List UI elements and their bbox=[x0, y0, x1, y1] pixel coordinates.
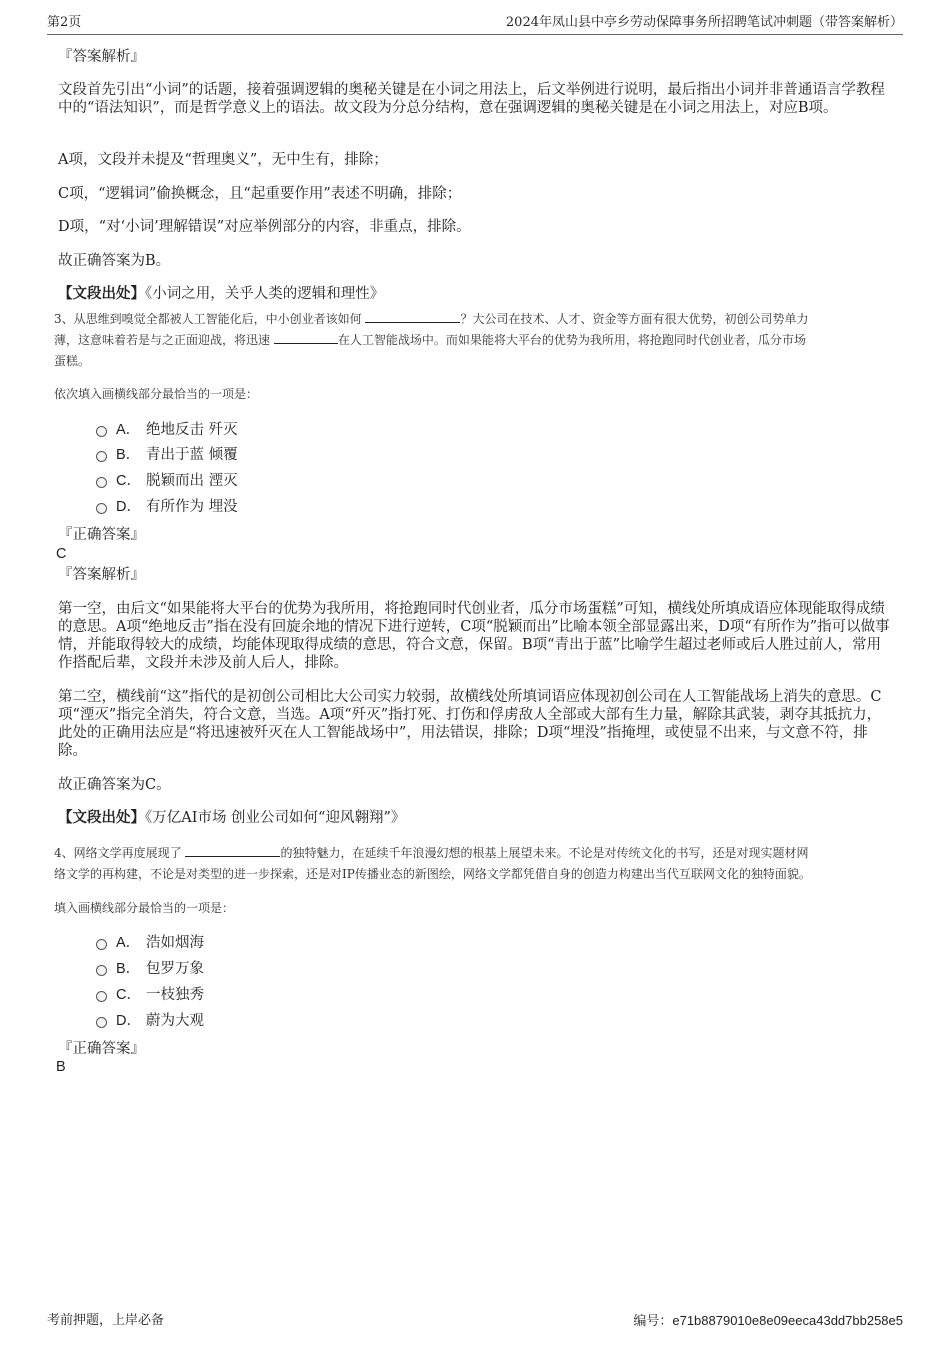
radio-icon[interactable] bbox=[96, 965, 107, 976]
option-c[interactable]: C． 一枝独秀 bbox=[96, 986, 204, 1004]
page-header bbox=[47, 14, 903, 35]
radio-icon[interactable] bbox=[96, 451, 107, 462]
document-title: 2024年凤山县中亭乡劳动保障事务所招聘笔试冲刺题（带答案解析） bbox=[505, 15, 903, 30]
radio-icon[interactable] bbox=[96, 1017, 107, 1028]
source-label: 【文段出处】 bbox=[58, 809, 145, 826]
analysis-paragraph: C项，“逻辑词”偷换概念，且“起重要作用”表述不明确，排除； bbox=[58, 186, 462, 202]
option-a[interactable]: A． 浩如烟海 bbox=[96, 934, 204, 952]
option-d[interactable]: D． 蔚为大观 bbox=[96, 1012, 204, 1030]
option-d[interactable]: D． 有所作为 埋没 bbox=[96, 498, 238, 516]
radio-icon[interactable] bbox=[96, 991, 107, 1002]
conclusion: 故正确答案为C。 bbox=[58, 777, 171, 793]
answer-heading: 『正确答案』 bbox=[58, 527, 145, 543]
footer-slogan: 考前押题，上岸必备 bbox=[47, 1313, 165, 1328]
analysis-heading: 『答案解析』 bbox=[58, 567, 145, 583]
radio-icon[interactable] bbox=[96, 426, 107, 437]
document-id: 编号：e71b8879010e8e09eeca43dd7bb258e5 bbox=[633, 1313, 903, 1328]
fill-blank bbox=[274, 331, 338, 344]
fill-blank bbox=[185, 844, 280, 857]
radio-icon[interactable] bbox=[96, 503, 107, 514]
source-label: 【文段出处】 bbox=[58, 285, 145, 302]
analysis-heading: 『答案解析』 bbox=[58, 49, 145, 65]
radio-icon[interactable] bbox=[96, 939, 107, 950]
page-footer bbox=[47, 1312, 903, 1332]
source-line bbox=[58, 285, 894, 303]
option-a[interactable]: A． 绝地反击 歼灭 bbox=[96, 421, 238, 439]
radio-icon[interactable] bbox=[96, 477, 107, 488]
source-line bbox=[58, 809, 894, 827]
analysis-paragraph: D项，“对‘小词’理解错误”对应举例部分的内容，非重点，排除。 bbox=[58, 219, 471, 235]
correct-answer: C bbox=[56, 546, 67, 562]
source-text: 《万亿AI市场 创业公司如何“迎风翱翔”》 bbox=[145, 810, 406, 826]
page-number: 第2页 bbox=[47, 15, 82, 30]
fill-blank bbox=[365, 310, 460, 323]
option-c[interactable]: C． 脱颖而出 湮灭 bbox=[96, 472, 238, 490]
question-stem: 4、网络文学再度展现了 的独特魅力，在延续千年浪漫幻想的根基上展望未来。不论是对传统文化的书写，还是对现实题材网 络文学的再构建，不论是对类型的进一步探索，还是对IP传播业态的新图绘，网络文学都凭借自身的创造力构建出当代互联网文化的独特面貌。 bbox=[54, 846, 811, 881]
correct-answer: B bbox=[56, 1059, 66, 1075]
answer-heading: 『正确答案』 bbox=[58, 1041, 145, 1057]
source-text: 《小词之用，关乎人类的逻辑和理性》 bbox=[145, 286, 385, 302]
question-stem: 3、从思维到嗅觉全都被人工智能化后，中小创业者该如何 ？大公司在技术、人才、资金等方面有很大优势，初创公司势单力 薄，这意味着若是与之正面迎战，将迅速 在人工智能战场中。而如果能将大平台的优势为我所用，将抢跑同时代创业者，瓜分市场 蛋糕。 bbox=[54, 312, 809, 368]
option-b[interactable]: B． 包罗万象 bbox=[96, 960, 204, 978]
analysis-paragraph: A项，文段并未提及“哲理奥义”，无中生有，排除； bbox=[58, 152, 388, 168]
analysis-paragraph: 第二空，横线前“这”指代的是初创公司相比大公司实力较弱，故横线处所填词语应体现初创公司在人工智能战场上消失的意思。C项“湮灭”指完全消失，符合文意，当选。A项“歼灭”指打死、打伤和俘虏敌人全部或大部有生力量，解除其武装，剥夺其抵抗力，此处的正确用法应是“将迅速被歼灭在人工智能战场中”，用法错误，排除；D项“埋没”指掩埋，或使显不出来，与文意不符，排除。 bbox=[58, 689, 882, 759]
question-instruction: 填入画横线部分最恰当的一项是： bbox=[54, 901, 235, 915]
conclusion: 故正确答案为B。 bbox=[58, 253, 171, 269]
analysis-paragraph: 文段首先引出“小词”的话题，接着强调逻辑的奥秘关键是在小词之用法上，后文举例进行说明，最后指出小词并非普通语言学教程中的“语法知识”，而是哲学意义上的语法。故文段为分总分结构，意在强调逻辑的奥秘关键是在小词之用法上，对应B项。 bbox=[58, 82, 885, 116]
question-instruction: 依次填入画横线部分最恰当的一项是： bbox=[54, 387, 259, 401]
option-b[interactable]: B． 青出于蓝 倾覆 bbox=[96, 446, 238, 464]
analysis-paragraph: 第一空，由后文“如果能将大平台的优势为我所用，将抢跑同时代创业者，瓜分市场蛋糕”可知，横线处所填成语应体现能取得成绩的意思。A项“绝地反击”指在没有回旋余地的情况下进行逆转，C项“脱颖而出”比喻本领全部显露出来，D项“有所作为”指可以做事情，并能取得较大的成绩，均能体现取得成绩的意思，符合文意，保留。B项“青出于蓝”比喻学生超过老师或后人胜过前人，常用作搭配后辈，文段并未涉及前人后人，排除。 bbox=[58, 601, 890, 671]
